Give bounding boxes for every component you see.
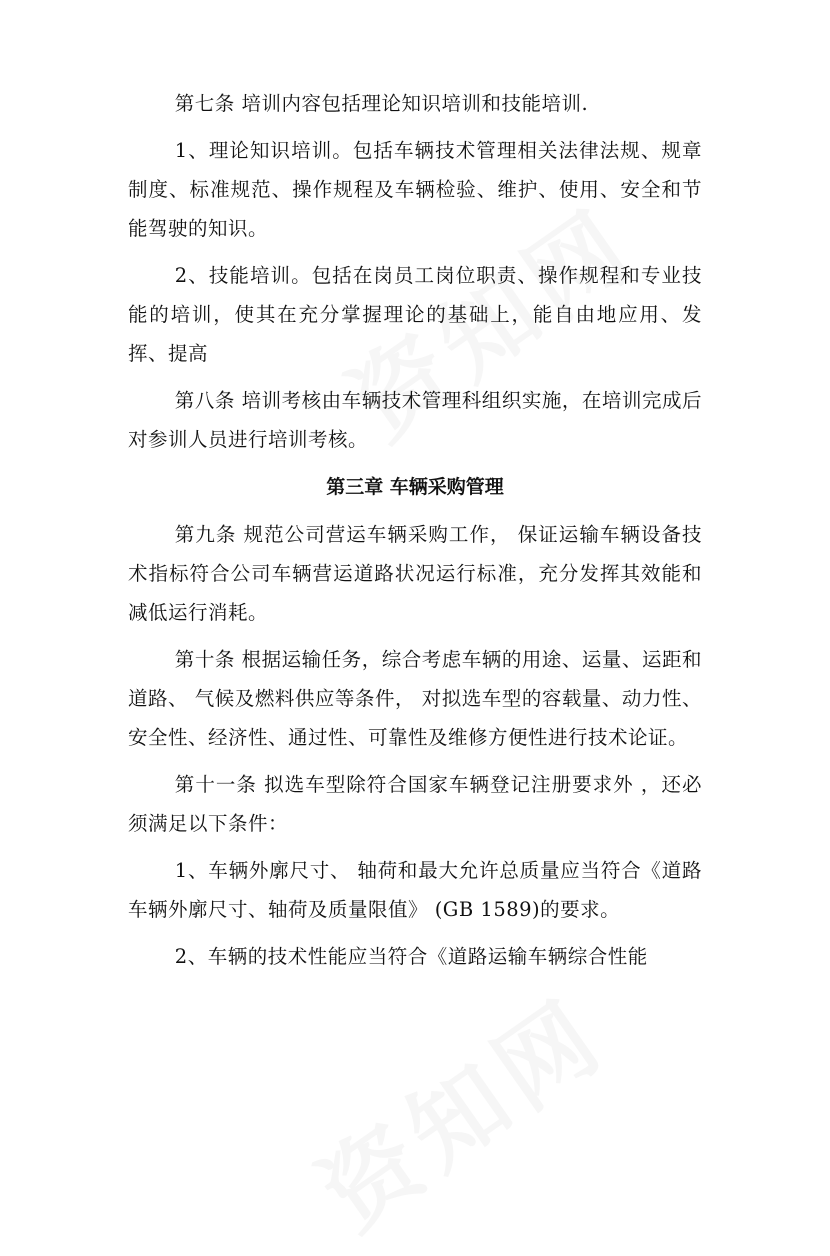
condition-item-1: 1、车辆外廓尺寸、 轴荷和最大允许总质量应当符合《道路车辆外廓尺寸、轴荷及质量限值》 (GB 1589)的要求。	[128, 859, 702, 921]
theory-training-item: 1、理论知识培训。包括车辆技术管理相关法律法规、规章制度、标准规范、操作规程及车辆检验、维护、使用、安全和节能驾驶的知识。	[128, 139, 702, 240]
skill-training-item: 2、技能培训。包括在岗员工岗位职责、操作规程和专业技能的培训，使其在充分掌握理论的基础上，能自由地应用、发挥、提高	[128, 264, 702, 365]
chapter-heading: 第三章 车辆采购管理	[326, 476, 504, 498]
article-8: 第八条 培训考核由车辆技术管理科组织实施，在培训完成后对参训人员进行培训考核。	[128, 389, 702, 451]
article-11: 第十一条 拟选车型除符合国家车辆登记注册要求外 ，还必须满足以下条件：	[128, 773, 702, 835]
condition-item-2: 2、车辆的技术性能应当符合《道路运输车辆综合性能	[174, 945, 648, 968]
watermark	[289, 961, 628, 1256]
document-body	[128, 84, 702, 984]
article-7: 第七条 培训内容包括理论知识培训和技能培训.	[174, 92, 589, 115]
article-9: 第九条 规范公司营运车辆采购工作， 保证运输车辆设备技术指标符合公司车辆营运道路状况运行标准，充分发挥其效能和减低运行消耗。	[128, 523, 702, 624]
article-10: 第十条 根据运输任务，综合考虑车辆的用途、运量、运距和道路、 气候及燃料供应等条件， 对拟选车型的容载量、动力性、安全性、经济性、通过性、可靠性及维修方便性进行技术论证。	[128, 648, 702, 749]
